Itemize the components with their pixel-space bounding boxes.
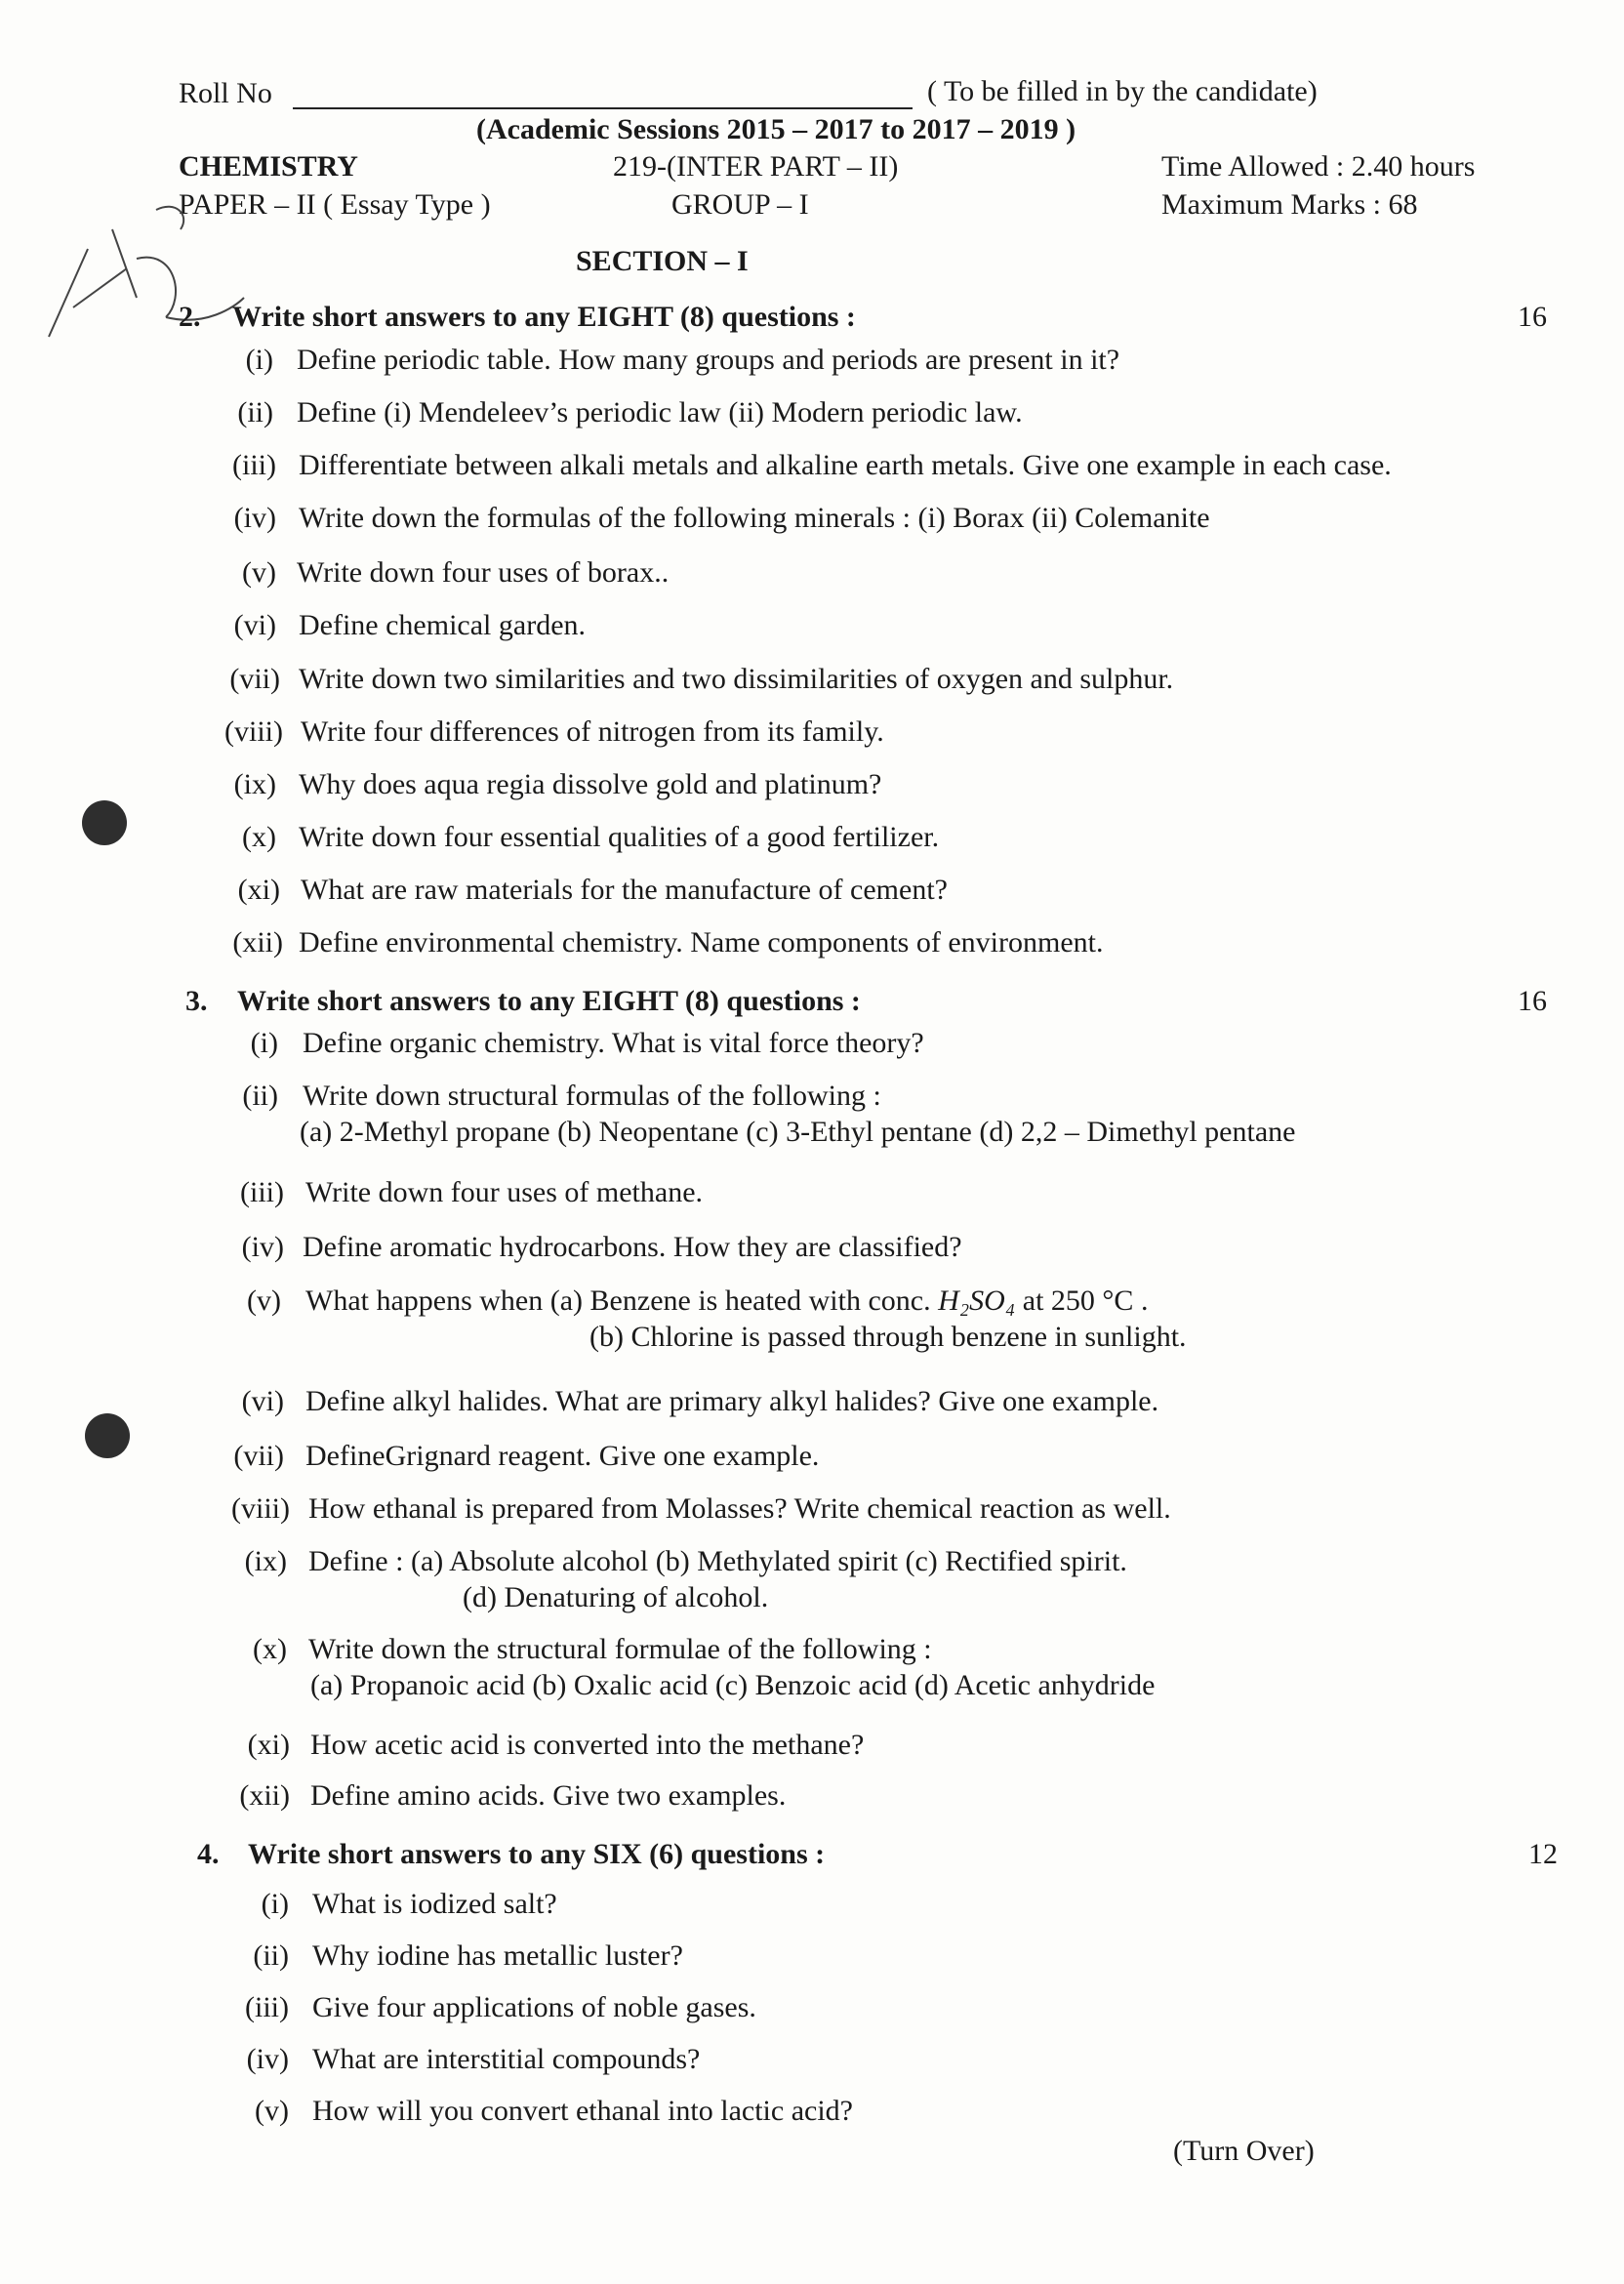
academic-sessions: (Academic Sessions 2015 – 2017 to 2017 – 2019 ) [476,113,1076,145]
q4-item-text: What is iodized salt? [312,1888,557,1920]
group-label: GROUP – I [671,188,809,221]
paper-code: 219-(INTER PART – II) [613,150,899,183]
q3-item-text: Define aromatic hydrocarbons. How they are classified? [303,1231,962,1263]
q4-item-text: How will you convert ethanal into lactic acid? [312,2095,853,2127]
roll-no-field[interactable] [293,76,913,109]
q4-item-text: Why iodine has metallic luster? [312,1939,683,1972]
q3-item-text: How ethanal is prepared from Molasses? Write chemical reaction as well. [308,1492,1171,1525]
q3-item-number: (i) [250,1027,278,1059]
q4-heading: Write short answers to any SIX (6) questions : [248,1838,826,1870]
q2-item-number: (ix) [233,768,276,800]
q4-item-text: Give four applications of noble gases. [312,1991,756,2023]
q3-item-text: Write down structural formulas of the following : [303,1080,881,1112]
q2-item-text: What are raw materials for the manufacture of cement? [301,874,948,906]
q2-item-number: (xi) [237,874,280,906]
q2-heading: Write short answers to any EIGHT (8) questions : [232,301,856,333]
q3-item-number: (xi) [247,1729,290,1761]
q2-marks: 16 [1518,301,1547,333]
q3-item-number: (v) [247,1285,281,1317]
q2-item-text: Write down four essential qualities of a good fertilizer. [299,821,940,853]
q3-item-text: Define organic chemistry. What is vital force theory? [303,1027,924,1059]
q4-item-number: (iv) [246,2043,289,2075]
q2-item-number: (v) [242,556,276,589]
maximum-marks: Maximum Marks : 68 [1161,188,1418,221]
section-title: SECTION – I [576,245,749,277]
q4-item-number: (v) [255,2095,289,2127]
subject-title: CHEMISTRY [179,150,358,183]
q2-item-text: Define chemical garden. [299,609,587,641]
q4-marks: 12 [1528,1838,1558,1870]
q3-item-number: (ix) [244,1545,287,1577]
q4-item-number: (iii) [245,1991,289,2023]
q2-item-text: Define environmental chemistry. Name components of environment. [299,926,1104,958]
time-allowed: Time Allowed : 2.40 hours [1161,150,1476,183]
q3-item-number: (x) [253,1633,287,1665]
q2-item-text: Why does aqua regia dissolve gold and platinum? [299,768,882,800]
q3-item-number: (xii) [239,1779,290,1812]
q2-item-number: (xii) [232,926,283,958]
punch-hole [85,1413,130,1458]
punch-hole [82,800,127,845]
q2-item-number: (x) [242,821,276,853]
sulfuric-acid-formula: H₂SO₄ [938,1285,1016,1317]
q2-item-text: Define periodic table. How many groups and periods are present in it? [297,344,1120,376]
q2-item-number: (iii) [232,449,276,481]
handwritten-mark [20,190,254,347]
q3-item-number: (vi) [241,1385,284,1417]
q2-item-text: Define (i) Mendeleev’s periodic law (ii) Modern periodic law. [297,396,1023,428]
q3-item-subline: (a) Propanoic acid (b) Oxalic acid (c) Benzoic acid (d) Acetic anhydride [310,1669,1156,1701]
q3-item-subline: (d) Denaturing of alcohol. [463,1581,769,1613]
q2-item-text: Differentiate between alkali metals and alkaline earth metals. Give one example in each case. [299,449,1392,481]
q2-item-number: (ii) [237,396,273,428]
q3-item-text: How acetic acid is converted into the methane? [310,1729,865,1761]
q2-item-text: Write down the formulas of the following minerals : (i) Borax (ii) Colemanite [299,502,1210,534]
roll-no-label: Roll No [179,77,272,109]
q3-item-text: Write down four uses of methane. [305,1176,704,1208]
q3-marks: 16 [1518,985,1547,1017]
q3-item-text: Define : (a) Absolute alcohol (b) Methylated spirit (c) Rectified spirit. [308,1545,1127,1577]
q3-item-text: Define amino acids. Give two examples. [310,1779,787,1812]
q2-item-number: (iv) [233,502,276,534]
q3-item-number: (ii) [242,1080,278,1112]
q3-item-number: (iv) [241,1231,284,1263]
q3-number: 3. [185,985,208,1017]
q2-item-number: (vi) [233,609,276,641]
q2-item-text: Write down four uses of borax.. [297,556,670,589]
turn-over-note: (Turn Over) [1173,2135,1315,2167]
q3-heading: Write short answers to any EIGHT (8) questions : [237,985,861,1017]
q3-item-number: (viii) [231,1492,290,1525]
q3-item-subline: (a) 2-Methyl propane (b) Neopentane (c) 3-Ethyl pentane (d) 2,2 – Dimethyl pentane [300,1116,1296,1148]
q4-item-number: (ii) [253,1939,289,1972]
fill-note: ( To be filled in by the candidate) [927,75,1318,107]
q2-item-text: Write four differences of nitrogen from its family. [301,715,884,748]
q2-item-text: Write down two similarities and two dissimilarities of oxygen and sulphur. [299,663,1174,695]
q3-item-text: Define alkyl halides. What are primary alkyl halides? Give one example. [305,1385,1159,1417]
q3-item-text: Write down the structural formulae of the following : [308,1633,932,1665]
q3-item-number: (iii) [240,1176,284,1208]
paper-type: PAPER – II ( Essay Type ) [179,188,491,221]
q4-item-text: What are interstitial compounds? [312,2043,701,2075]
q4-number: 4. [197,1838,220,1870]
q2-number: 2. [179,301,201,333]
q3-item-text: What happens when (a) Benzene is heated with conc. H₂SO₄ at 250 °C . [305,1285,1149,1317]
q2-item-number: (i) [245,344,273,376]
q3-item-text: DefineGrignard reagent. Give one example. [305,1440,820,1472]
q3-item-number: (vii) [233,1440,284,1472]
q2-item-number: (vii) [229,663,280,695]
q2-item-number: (viii) [224,715,283,748]
q4-item-number: (i) [261,1888,289,1920]
q3-item-subline: (b) Chlorine is passed through benzene in sunlight. [589,1321,1187,1353]
